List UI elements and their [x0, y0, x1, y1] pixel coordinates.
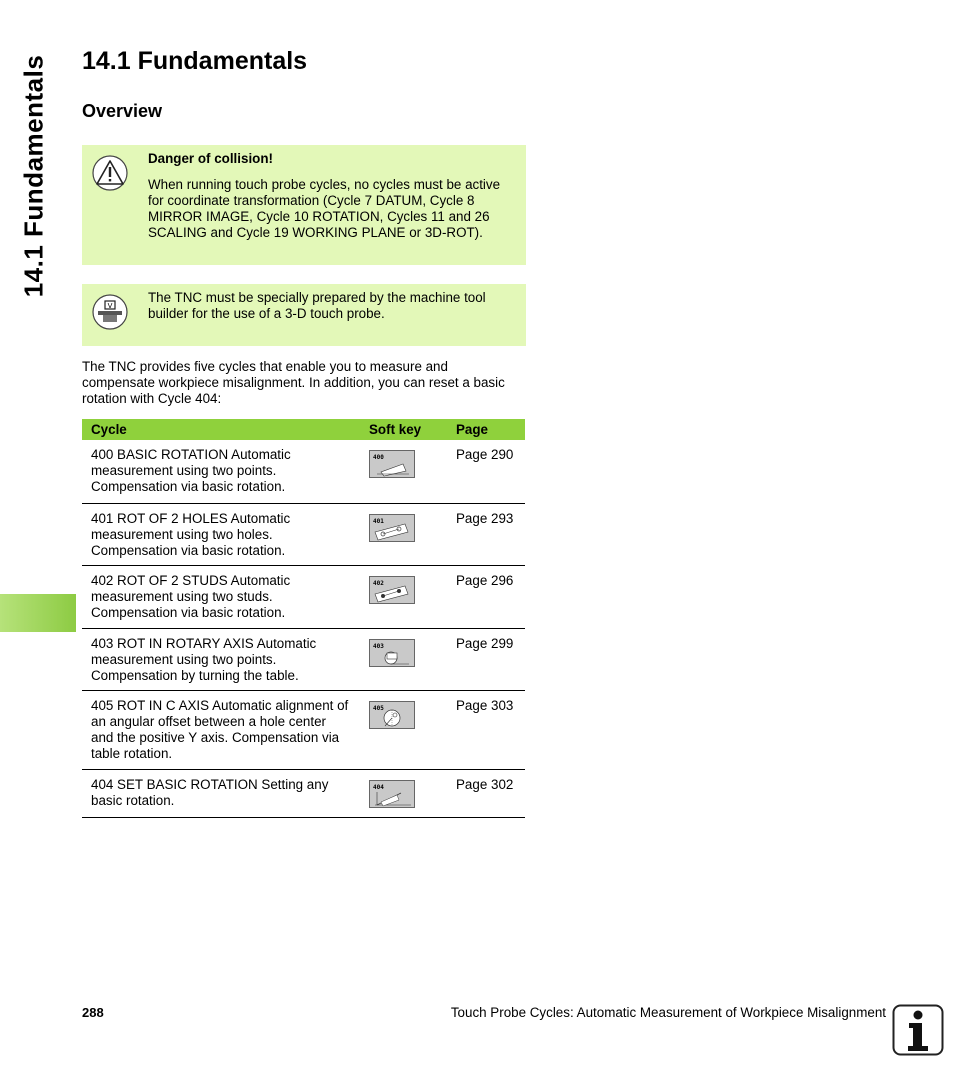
page-reference: Page 303 — [447, 690, 525, 769]
softkey-cell — [351, 565, 447, 628]
footer-chapter-title: Touch Probe Cycles: Automatic Measurement of Workpiece Misalignment — [450, 1005, 886, 1020]
softkey-label: 402 — [373, 579, 384, 587]
table-row — [82, 565, 525, 628]
softkey-cell — [351, 440, 447, 503]
table-row — [82, 769, 525, 817]
page-number: 288 — [82, 1005, 104, 1020]
cycle-description: 404 SET BASIC ROTATION Setting any basic rotation. — [82, 769, 351, 817]
softkey-cell — [351, 690, 447, 769]
softkey-cell — [351, 769, 447, 817]
side-chapter-title-text: 14.1 Fundamentals — [18, 54, 49, 298]
table-row — [82, 503, 525, 565]
cycle-description: 402 ROT OF 2 STUDS Automatic measurement using two studs. Compensation via basic rotation. — [82, 565, 351, 628]
info-i-icon — [892, 1004, 944, 1056]
table-row — [82, 628, 525, 690]
machine-builder-note-text — [148, 290, 514, 322]
section-title: Overview — [82, 101, 163, 121]
page-reference: Page 290 — [447, 440, 525, 503]
cycle-description: 405 ROT IN C AXIS Automatic alignment of an angular offset between a hole center and the positive Y axis. Compensation via table rotation. — [82, 690, 351, 769]
page-reference: Page 296 — [447, 565, 525, 628]
softkey-402-icon[interactable] — [369, 576, 415, 604]
page-reference: Page 293 — [447, 503, 525, 565]
machine-tool-builder-icon — [92, 294, 128, 330]
cycle-description: 400 BASIC ROTATION Automatic measurement using two points. Compensation via basic rotation. — [82, 440, 351, 503]
table-row — [82, 440, 525, 503]
danger-note — [82, 145, 526, 265]
softkey-cell — [351, 503, 447, 565]
danger-note-text — [148, 151, 514, 241]
table-header-row — [82, 419, 525, 440]
cycle-description: 401 ROT OF 2 HOLES Automatic measurement using two holes. Compensation via basic rotation. — [82, 503, 351, 565]
softkey-label: 404 — [373, 783, 384, 791]
softkey-label: 400 — [373, 454, 384, 461]
header-cycle: Cycle — [82, 419, 351, 440]
page-reference: Page 299 — [447, 628, 525, 690]
danger-note-body: When running touch probe cycles, no cycles must be active for coordinate transformation (Cycle 7 DATUM, Cycle 8 MIRROR IMAGE, Cycle 10 ROTATION, Cycles 11 and 26 SCALING and Cycle 19 WORKING PLANE or 3D-ROT). — [148, 177, 501, 240]
softkey-401-icon[interactable] — [369, 514, 415, 542]
danger-note-heading: Danger of collision! — [148, 151, 273, 166]
softkey-label: 401 — [373, 517, 384, 525]
machine-builder-note-body: The TNC must be specially prepared by the machine tool builder for the use of a 3-D touch probe. — [148, 290, 486, 321]
softkey-label: 405 — [373, 704, 384, 712]
header-page: Page — [447, 419, 525, 440]
intro-paragraph: The TNC provides five cycles that enable you to measure and compensate workpiece misalignment. In addition, you can reset a basic rotation with Cycle 404: — [82, 359, 505, 406]
cycle-description: 403 ROT IN ROTARY AXIS Automatic measurement using two points. Compensation by turning the table. — [82, 628, 351, 690]
svg-text:V: V — [107, 302, 113, 310]
softkey-403-icon[interactable] — [369, 639, 415, 667]
cycles-table — [82, 419, 525, 818]
table-row — [82, 690, 525, 769]
chapter-title: 14.1 Fundamentals — [82, 47, 308, 75]
chapter-tab-marker — [0, 594, 76, 632]
side-chapter-title — [14, 56, 54, 296]
softkey-label: 403 — [373, 642, 384, 650]
machine-builder-note — [82, 284, 526, 346]
warning-triangle-icon — [92, 155, 128, 191]
softkey-cell — [351, 628, 447, 690]
page-reference: Page 302 — [447, 769, 525, 817]
softkey-400-icon[interactable] — [369, 450, 415, 478]
softkey-405-icon[interactable] — [369, 701, 415, 729]
softkey-404-icon[interactable] — [369, 780, 415, 808]
header-softkey: Soft key — [351, 419, 447, 440]
